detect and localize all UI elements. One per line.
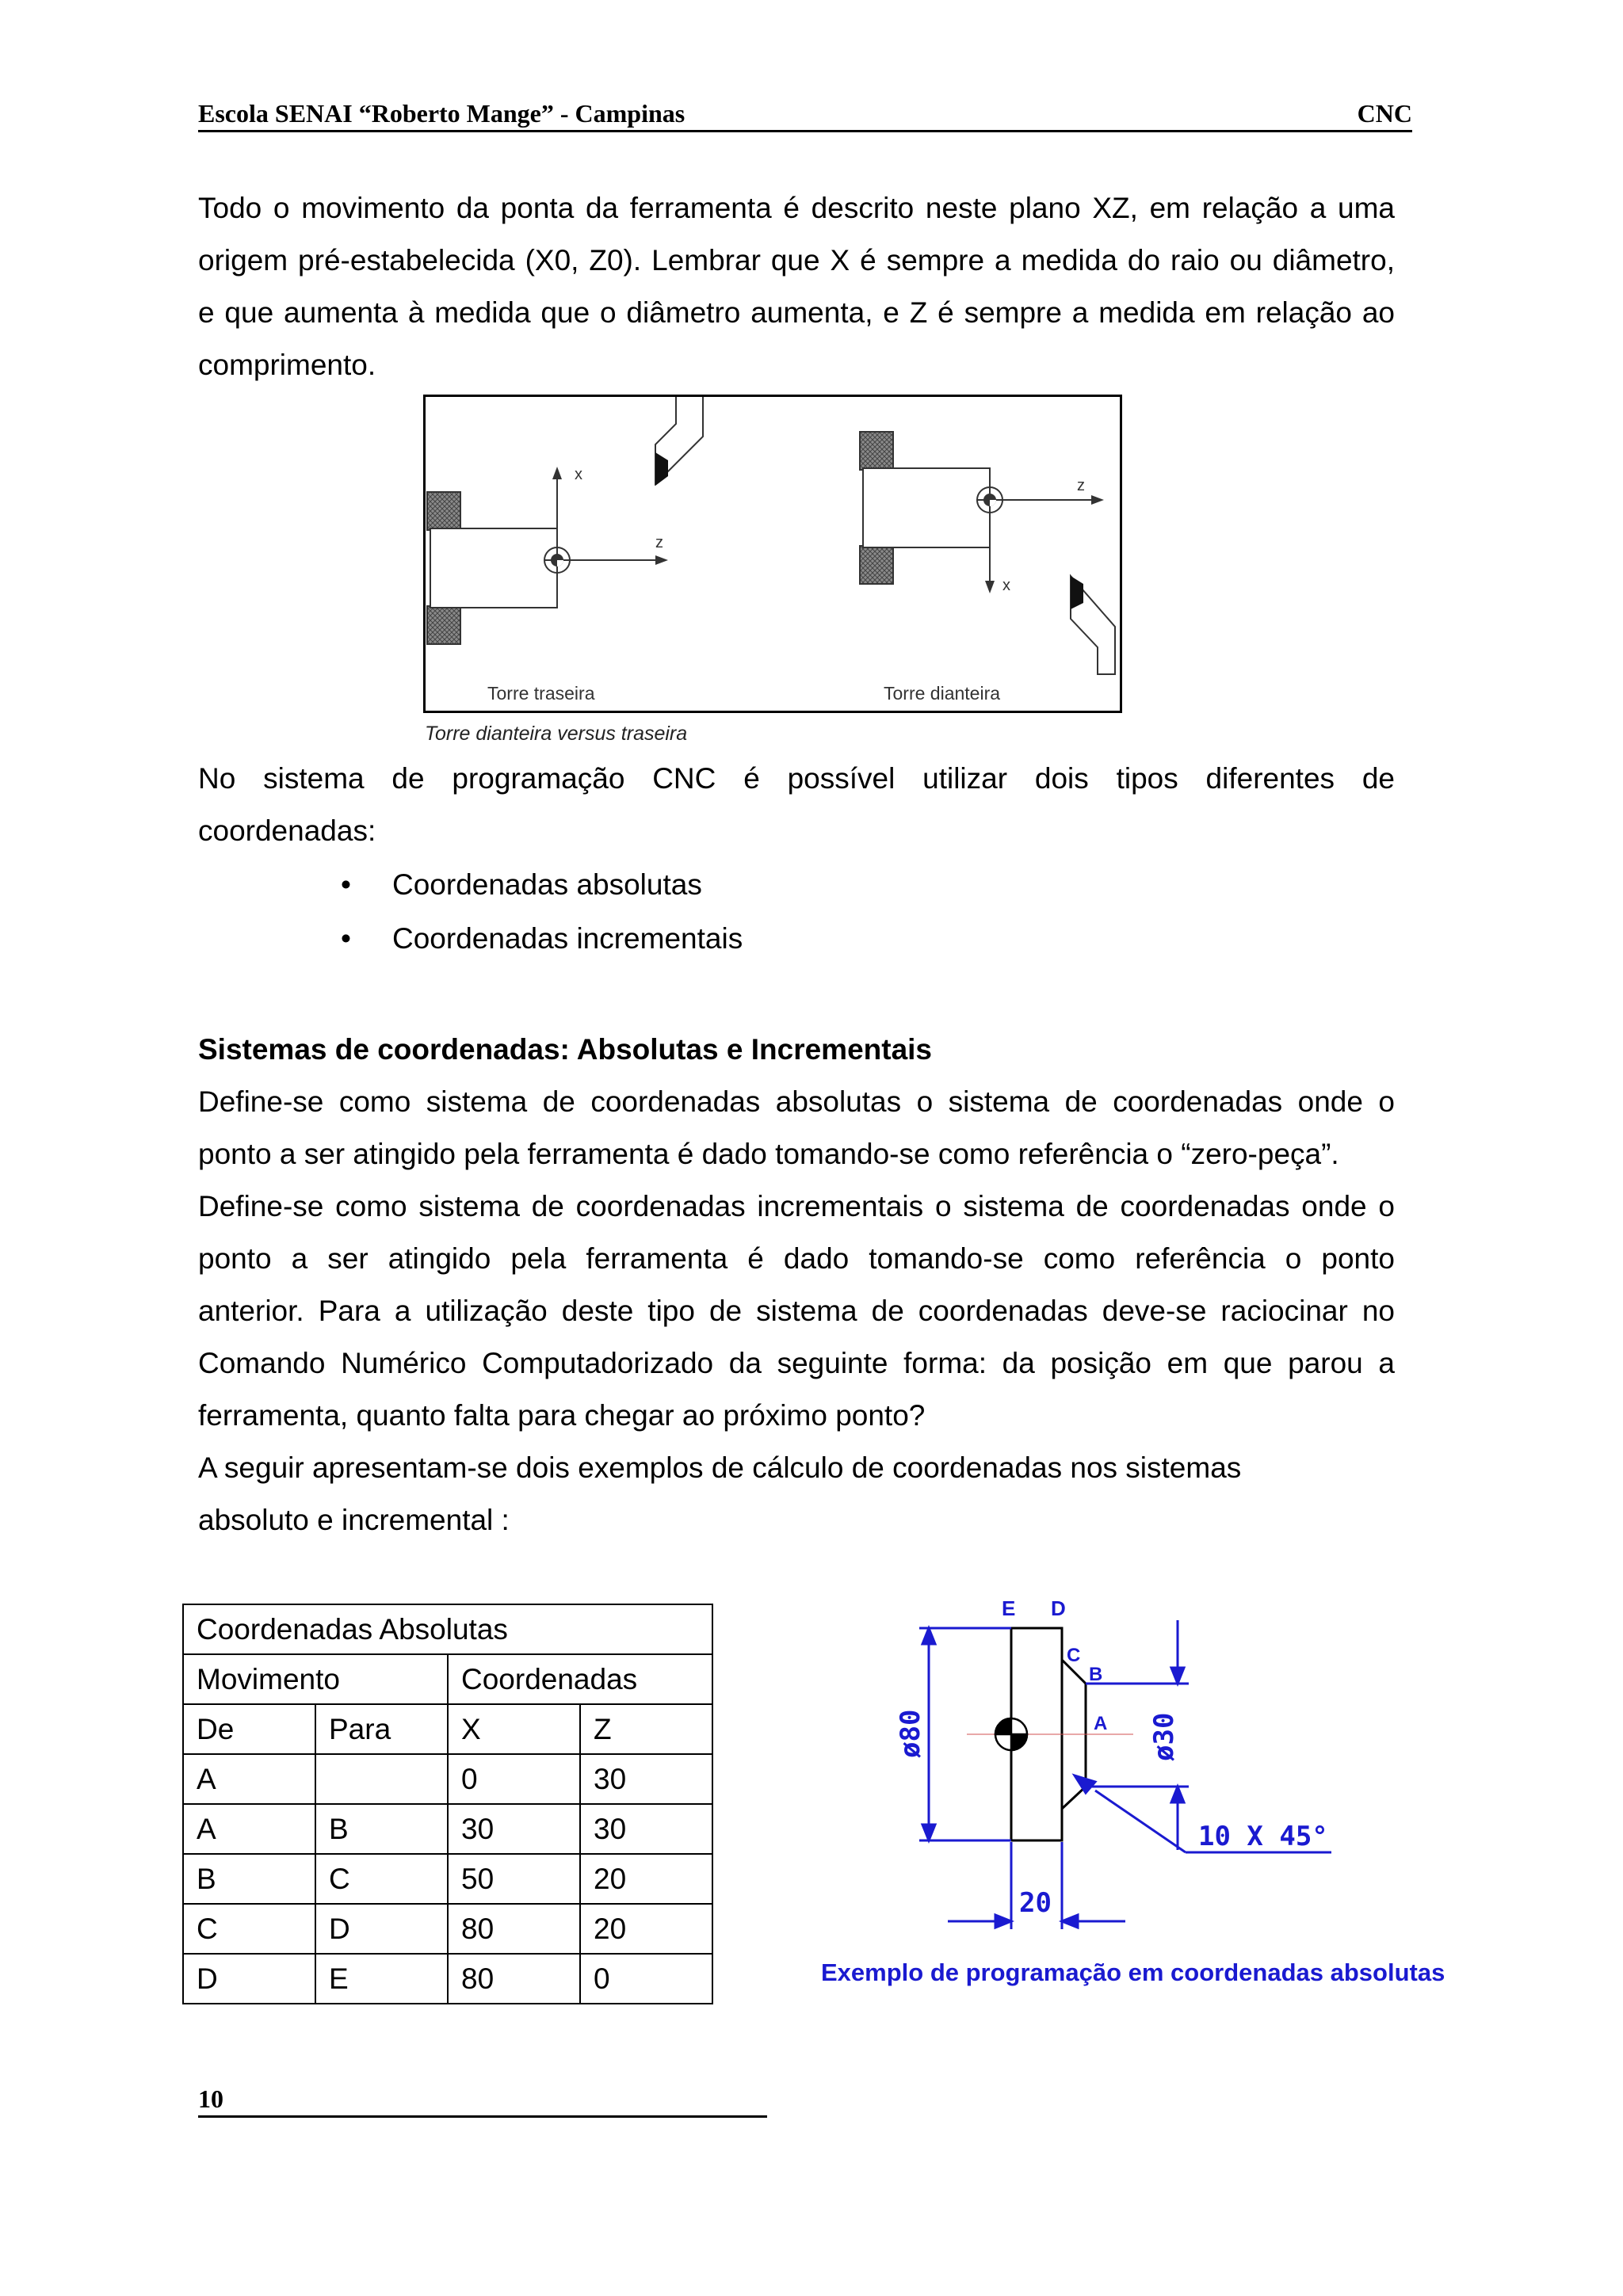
table-cell: D bbox=[315, 1904, 448, 1954]
section-line: Define-se como sistema de coordenadas incrementais o sistema de coordenadas onde o bbox=[198, 1190, 1395, 1222]
absolute-coordinates-table bbox=[182, 1604, 713, 2004]
page-header bbox=[198, 93, 1412, 132]
table-header: De bbox=[183, 1704, 315, 1754]
section-line: ponto a ser atingido pela ferramenta é dado tomando-se como referência o ponto bbox=[198, 1242, 1395, 1275]
section-line: anterior. Para a utilização deste tipo de sistema de coordenadas deve-se raciocinar no bbox=[198, 1295, 1395, 1327]
table-cell: 0 bbox=[580, 1954, 712, 2004]
rear-turret-label: Torre traseira bbox=[487, 683, 595, 704]
axis-x-label: x bbox=[575, 466, 582, 483]
table-cell: 30 bbox=[448, 1804, 580, 1854]
chuck-jaw bbox=[427, 606, 460, 644]
dim-chamfer: 10 X 45° bbox=[1198, 1821, 1328, 1852]
table-cell: A bbox=[183, 1754, 315, 1804]
section-line: Define-se como sistema de coordenadas absolutas o sistema de coordenadas onde o bbox=[198, 1085, 1395, 1118]
point-label: A bbox=[1094, 1713, 1108, 1734]
section-line: ponto a ser atingido pela ferramenta é dado tomando-se como referência o “zero-peça”. bbox=[198, 1138, 1339, 1170]
table-cell: D bbox=[183, 1954, 315, 2004]
table-row bbox=[183, 1954, 712, 2004]
table-row bbox=[183, 1854, 712, 1904]
table-cell: B bbox=[315, 1804, 448, 1854]
table-group-movimento: Movimento bbox=[183, 1654, 448, 1704]
table-cell: B bbox=[183, 1854, 315, 1904]
table-cell bbox=[315, 1754, 448, 1804]
axis-z-label: z bbox=[1077, 477, 1085, 494]
bullet-item: Coordenadas incrementais bbox=[392, 922, 743, 955]
chuck-jaw bbox=[860, 546, 893, 584]
part-drawing-svg bbox=[888, 1589, 1363, 1937]
figure-caption: Torre dianteira versus traseira bbox=[425, 723, 688, 745]
table-title: Coordenadas Absolutas bbox=[183, 1604, 712, 1654]
table-cell: C bbox=[183, 1904, 315, 1954]
point-label: C bbox=[1067, 1645, 1081, 1666]
axis-z-label: z bbox=[655, 534, 663, 551]
section-line: Comando Numérico Computadorizado da seguinte forma: da posição em que parou a bbox=[198, 1347, 1395, 1379]
table-cell: 20 bbox=[580, 1904, 712, 1954]
intro-line: comprimento. bbox=[198, 349, 376, 381]
chuck-jaw bbox=[427, 492, 460, 530]
axis-x-label: x bbox=[1002, 577, 1010, 594]
workpiece bbox=[863, 468, 990, 547]
point-label: B bbox=[1089, 1664, 1103, 1685]
part-drawing bbox=[888, 1589, 1363, 1937]
table-group-coordenadas: Coordenadas bbox=[448, 1654, 712, 1704]
section-line: absoluto e incremental : bbox=[198, 1504, 510, 1536]
table-cell: 30 bbox=[580, 1804, 712, 1854]
table-cell: 80 bbox=[448, 1954, 580, 2004]
section-title: Sistemas de coordenadas: Absolutas e Incrementais bbox=[198, 1033, 933, 1066]
front-turret-label: Torre dianteira bbox=[884, 683, 1001, 704]
dim-length: 20 bbox=[1019, 1887, 1052, 1919]
table-header: X bbox=[448, 1704, 580, 1754]
table-cell: A bbox=[183, 1804, 315, 1854]
header-school: Escola SENAI “Roberto Mange” - Campinas bbox=[198, 99, 685, 128]
point-label: E bbox=[1002, 1596, 1016, 1620]
table-cell: 80 bbox=[448, 1904, 580, 1954]
table-row bbox=[183, 1754, 712, 1804]
point-label: D bbox=[1051, 1596, 1066, 1620]
types-line: coordenadas: bbox=[198, 814, 376, 847]
bullet-symbol: • bbox=[341, 868, 351, 901]
table-row bbox=[183, 1904, 712, 1954]
dim-diameter-30: ø30 bbox=[1148, 1712, 1180, 1761]
section-line: ferramenta, quanto falta para chegar ao próximo ponto? bbox=[198, 1399, 926, 1432]
section-line: A seguir apresentam-se dois exemplos de cálculo de coordenadas nos sistemas bbox=[198, 1451, 1242, 1484]
intro-line: origem pré-estabelecida (X0, Z0). Lembrar que X é sempre a medida do raio ou diâmetro, bbox=[198, 244, 1395, 277]
table-cell: 50 bbox=[448, 1854, 580, 1904]
bullet-item: Coordenadas absolutas bbox=[392, 868, 702, 901]
table-cell: 20 bbox=[580, 1854, 712, 1904]
workpiece bbox=[430, 528, 557, 608]
chuck-jaw bbox=[860, 432, 893, 470]
table-cell: 0 bbox=[448, 1754, 580, 1804]
page-number: 10 bbox=[198, 2084, 223, 2113]
page-footer bbox=[198, 2081, 767, 2118]
table-cell: C bbox=[315, 1854, 448, 1904]
dim-diameter-80: ø80 bbox=[895, 1709, 926, 1758]
turret-drawing bbox=[426, 397, 1120, 711]
table-cell: 30 bbox=[580, 1754, 712, 1804]
bullet-symbol: • bbox=[341, 922, 351, 955]
turret-figure bbox=[423, 395, 1122, 713]
table-header: Para bbox=[315, 1704, 448, 1754]
header-subject: CNC bbox=[1357, 99, 1412, 128]
intro-line: Todo o movimento da ponta da ferramenta é descrito neste plano XZ, em relação a uma bbox=[198, 192, 1395, 224]
types-line: No sistema de programação CNC é possível utilizar dois tipos diferentes de bbox=[198, 762, 1395, 795]
part-drawing-caption: Exemplo de programação em coordenadas absolutas bbox=[821, 1958, 1445, 1986]
intro-line: e que aumenta à medida que o diâmetro aumenta, e Z é sempre a medida em relação ao bbox=[198, 296, 1395, 329]
table-cell: E bbox=[315, 1954, 448, 2004]
table-row bbox=[183, 1804, 712, 1854]
table-header: Z bbox=[580, 1704, 712, 1754]
